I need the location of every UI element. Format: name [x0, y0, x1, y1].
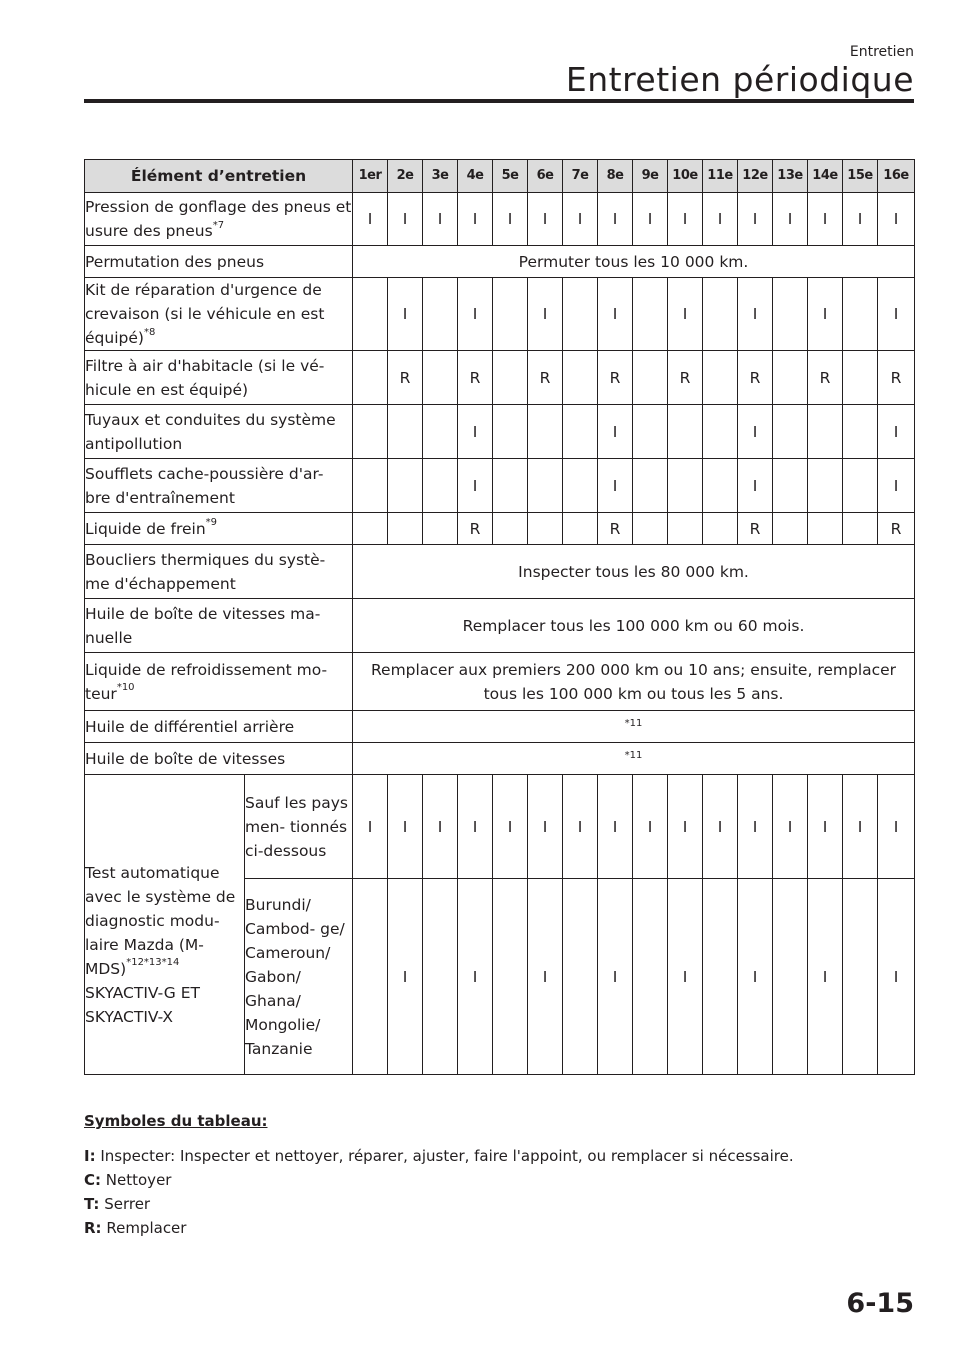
schedule-cell: R: [668, 351, 703, 405]
schedule-cell: [493, 459, 528, 513]
legend-key: T:: [84, 1195, 100, 1213]
schedule-cell: [703, 513, 738, 545]
table-row: [85, 405, 915, 459]
schedule-cell: I: [633, 193, 668, 246]
schedule-cell: [843, 513, 878, 545]
row-label: [85, 545, 353, 599]
schedule-cell: [773, 351, 808, 405]
legend-key: I:: [84, 1147, 96, 1165]
schedule-cell: I: [668, 775, 703, 879]
section-label: Entretien: [849, 44, 914, 60]
schedule-cell: I: [738, 278, 773, 351]
schedule-cell: I: [458, 405, 493, 459]
schedule-cell: I: [563, 775, 598, 879]
schedule-cell: [773, 278, 808, 351]
schedule-cell: I: [598, 775, 633, 879]
schedule-cell: I: [458, 775, 493, 879]
schedule-cell: R: [458, 513, 493, 545]
schedule-cell: [353, 278, 388, 351]
schedule-cell: I: [878, 193, 915, 246]
row-label: [85, 246, 353, 278]
legend-item: [84, 1144, 794, 1168]
mds-sub-label: Sauf les pays men- tionnés ci-dessous: [245, 775, 353, 879]
schedule-cell: I: [598, 879, 633, 1075]
schedule-cell: I: [878, 459, 915, 513]
row-label: [85, 459, 353, 513]
schedule-cell: R: [738, 351, 773, 405]
interval-header: 2e: [388, 160, 423, 193]
schedule-footnote-cell: [353, 711, 915, 743]
schedule-cell: [773, 405, 808, 459]
schedule-cell: I: [598, 193, 633, 246]
table-row: [85, 278, 915, 351]
maintenance-table: [84, 159, 915, 1075]
schedule-cell: [563, 513, 598, 545]
row-label-text: Pression de gonflage des pneus et usure des pneus: [85, 198, 352, 240]
schedule-cell: I: [528, 193, 563, 246]
schedule-cell: I: [878, 775, 915, 879]
row-label-text: Tuyaux et conduites du système antipollution: [85, 410, 336, 453]
interval-header: 1er: [353, 160, 388, 193]
mds-row-label: [85, 775, 245, 1075]
schedule-cell: I: [703, 193, 738, 246]
legend-item: [84, 1168, 794, 1192]
schedule-cell: I: [738, 405, 773, 459]
schedule-cell: [563, 405, 598, 459]
schedule-cell: R: [738, 513, 773, 545]
schedule-cell: [353, 513, 388, 545]
schedule-cell: I: [668, 879, 703, 1075]
schedule-cell: [843, 459, 878, 513]
schedule-footnote-cell: [353, 743, 915, 775]
schedule-cell: [388, 513, 423, 545]
schedule-cell: I: [738, 775, 773, 879]
header-rule: [84, 99, 914, 103]
row-label: [85, 513, 353, 545]
schedule-cell: I: [388, 775, 423, 879]
interval-header: 4e: [458, 160, 493, 193]
schedule-cell: I: [458, 278, 493, 351]
schedule-cell: I: [493, 193, 528, 246]
schedule-cell: I: [388, 879, 423, 1075]
legend-text: Nettoyer: [105, 1171, 172, 1189]
mds-sub-label: Burundi/ Cambod- ge/ Cameroun/ Gabon/ Ghana/ Mongolie/ Tanzanie: [245, 879, 353, 1075]
legend-item: [84, 1192, 794, 1216]
schedule-cell: I: [423, 775, 458, 879]
schedule-cell: [353, 459, 388, 513]
schedule-cell: [773, 459, 808, 513]
interval-header: 16e: [878, 160, 915, 193]
schedule-cell: [563, 278, 598, 351]
row-label-text: Boucliers thermiques du systè- me d'échappement: [85, 550, 326, 593]
table-row: [85, 351, 915, 405]
table-row: [85, 513, 915, 545]
schedule-cell: R: [808, 351, 843, 405]
table-row: [85, 193, 915, 246]
schedule-note: Remplacer aux premiers 200 000 km ou 10 ans; ensuite, remplacer tous les 100 000 km ou tous les 5 ans.: [353, 653, 915, 711]
schedule-cell: I: [563, 193, 598, 246]
schedule-cell: [843, 405, 878, 459]
schedule-cell: [563, 879, 598, 1075]
schedule-cell: I: [388, 278, 423, 351]
schedule-cell: [633, 459, 668, 513]
schedule-cell: [773, 513, 808, 545]
schedule-cell: I: [598, 278, 633, 351]
schedule-cell: I: [843, 193, 878, 246]
row-label: [85, 599, 353, 653]
legend-key: R:: [84, 1219, 102, 1237]
page-number: 6-15: [846, 1288, 914, 1319]
schedule-cell: [808, 405, 843, 459]
row-label: [85, 711, 353, 743]
schedule-cell: I: [878, 278, 915, 351]
mds-label-text: Test automatique avec le système de diagnostic modu- laire Mazda (M-MDS): [85, 863, 236, 978]
footnote-ref: *12*13*14: [126, 957, 180, 969]
schedule-cell: I: [598, 405, 633, 459]
row-label: [85, 743, 353, 775]
legend-text: Remplacer: [106, 1219, 187, 1237]
schedule-cell: I: [353, 775, 388, 879]
page-title: Entretien périodique: [565, 60, 914, 99]
interval-header: 12e: [738, 160, 773, 193]
interval-header: 15e: [843, 160, 878, 193]
schedule-cell: [353, 405, 388, 459]
schedule-cell: [703, 351, 738, 405]
schedule-cell: [633, 351, 668, 405]
schedule-cell: I: [388, 193, 423, 246]
schedule-cell: [493, 278, 528, 351]
schedule-cell: I: [423, 193, 458, 246]
schedule-cell: I: [773, 193, 808, 246]
schedule-cell: [353, 351, 388, 405]
schedule-cell: [773, 879, 808, 1075]
schedule-cell: I: [738, 193, 773, 246]
row-label-text: Liquide de frein: [85, 519, 206, 538]
schedule-cell: [668, 513, 703, 545]
schedule-cell: [703, 879, 738, 1075]
schedule-cell: [668, 459, 703, 513]
schedule-cell: [633, 405, 668, 459]
footnote-ref: *8: [143, 326, 156, 338]
schedule-cell: I: [353, 193, 388, 246]
interval-header: 8e: [598, 160, 633, 193]
table-row: [85, 545, 915, 599]
schedule-cell: I: [458, 193, 493, 246]
legend-item: [84, 1216, 794, 1240]
interval-header: 6e: [528, 160, 563, 193]
row-label: [85, 193, 353, 246]
schedule-cell: [703, 278, 738, 351]
schedule-cell: I: [808, 193, 843, 246]
schedule-cell: I: [738, 459, 773, 513]
interval-header: 7e: [563, 160, 598, 193]
schedule-cell: I: [458, 879, 493, 1075]
row-label-text: Kit de réparation d'urgence de crevaison (si le véhicule en est équipé): [85, 281, 325, 347]
schedule-cell: [388, 405, 423, 459]
schedule-cell: I: [738, 879, 773, 1075]
schedule-cell: I: [528, 775, 563, 879]
interval-header: 10e: [668, 160, 703, 193]
row-label-text: Huile de différentiel arrière: [85, 717, 295, 736]
table-row: [85, 459, 915, 513]
schedule-cell: [843, 278, 878, 351]
footnote-ref: *7: [212, 219, 225, 231]
schedule-cell: [423, 351, 458, 405]
table-header-row: [85, 160, 915, 193]
schedule-note: Permuter tous les 10 000 km.: [353, 246, 915, 278]
footnote-ref: *11: [624, 749, 643, 761]
interval-header: 11e: [703, 160, 738, 193]
schedule-cell: [843, 351, 878, 405]
schedule-cell: R: [458, 351, 493, 405]
schedule-cell: [843, 879, 878, 1075]
schedule-cell: I: [458, 459, 493, 513]
schedule-cell: I: [773, 775, 808, 879]
schedule-cell: I: [528, 879, 563, 1075]
schedule-cell: [353, 879, 388, 1075]
interval-header: 3e: [423, 160, 458, 193]
legend-text: Serrer: [104, 1195, 151, 1213]
schedule-cell: [633, 879, 668, 1075]
schedule-cell: I: [808, 775, 843, 879]
schedule-cell: I: [493, 775, 528, 879]
schedule-cell: [493, 405, 528, 459]
schedule-cell: [493, 879, 528, 1075]
interval-header: 5e: [493, 160, 528, 193]
schedule-cell: [423, 405, 458, 459]
schedule-cell: I: [668, 193, 703, 246]
interval-header: 14e: [808, 160, 843, 193]
schedule-cell: I: [808, 879, 843, 1075]
row-label: [85, 653, 353, 711]
schedule-cell: I: [843, 775, 878, 879]
schedule-cell: I: [878, 405, 915, 459]
row-label: [85, 405, 353, 459]
schedule-cell: [633, 513, 668, 545]
schedule-note: Inspecter tous les 80 000 km.: [353, 545, 915, 599]
table-row: [85, 599, 915, 653]
schedule-cell: [703, 459, 738, 513]
schedule-cell: [423, 879, 458, 1075]
table-row: [85, 743, 915, 775]
schedule-cell: R: [528, 351, 563, 405]
schedule-cell: [493, 513, 528, 545]
schedule-cell: [423, 278, 458, 351]
row-label-text: Permutation des pneus: [85, 252, 265, 271]
item-column-header: Élément d’entretien: [85, 160, 353, 193]
schedule-cell: [808, 459, 843, 513]
schedule-cell: R: [388, 351, 423, 405]
row-label: [85, 351, 353, 405]
footnote-ref: *9: [205, 517, 218, 529]
row-label-text: Liquide de refroidissement mo- teur: [85, 660, 328, 703]
table-row: [85, 653, 915, 711]
legend-title: Symboles du tableau:: [84, 1112, 268, 1130]
schedule-cell: [423, 459, 458, 513]
mds-engine-label: SKYACTIV-G ET SKYACTIV-X: [85, 983, 200, 1026]
schedule-cell: [528, 459, 563, 513]
schedule-cell: [388, 459, 423, 513]
footnote-ref: *11: [624, 717, 643, 729]
schedule-cell: [668, 405, 703, 459]
row-label: [85, 278, 353, 351]
schedule-cell: I: [528, 278, 563, 351]
schedule-cell: R: [878, 351, 915, 405]
interval-header: 9e: [633, 160, 668, 193]
schedule-cell: [423, 513, 458, 545]
footnote-ref: *10: [116, 682, 135, 694]
schedule-cell: [633, 278, 668, 351]
schedule-cell: R: [598, 351, 633, 405]
row-label-text: Filtre à air d'habitacle (si le vé- hicule en est équipé): [85, 356, 325, 399]
schedule-cell: R: [598, 513, 633, 545]
schedule-cell: I: [703, 775, 738, 879]
legend-key: C:: [84, 1171, 102, 1189]
table-row: [85, 246, 915, 278]
table-row: [85, 775, 915, 879]
schedule-cell: I: [633, 775, 668, 879]
schedule-cell: I: [598, 459, 633, 513]
interval-header: 13e: [773, 160, 808, 193]
row-label-text: Huile de boîte de vitesses: [85, 749, 286, 768]
schedule-cell: [563, 459, 598, 513]
schedule-cell: [493, 351, 528, 405]
schedule-cell: [528, 513, 563, 545]
schedule-cell: I: [878, 879, 915, 1075]
schedule-note: Remplacer tous les 100 000 km ou 60 mois.: [353, 599, 915, 653]
schedule-cell: R: [878, 513, 915, 545]
schedule-cell: I: [668, 278, 703, 351]
row-label-text: Soufflets cache-poussière d'ar- bre d'entraînement: [85, 464, 324, 507]
row-label-text: Huile de boîte de vitesses ma- nuelle: [85, 604, 321, 647]
schedule-cell: [563, 351, 598, 405]
schedule-cell: [703, 405, 738, 459]
legend-text: Inspecter: Inspecter et nettoyer, réparer, ajuster, faire l'appoint, ou remplacer si nécessaire.: [100, 1147, 794, 1165]
schedule-cell: I: [808, 278, 843, 351]
schedule-cell: [808, 513, 843, 545]
table-row: [85, 711, 915, 743]
table-legend: [84, 1112, 794, 1240]
schedule-cell: [528, 405, 563, 459]
